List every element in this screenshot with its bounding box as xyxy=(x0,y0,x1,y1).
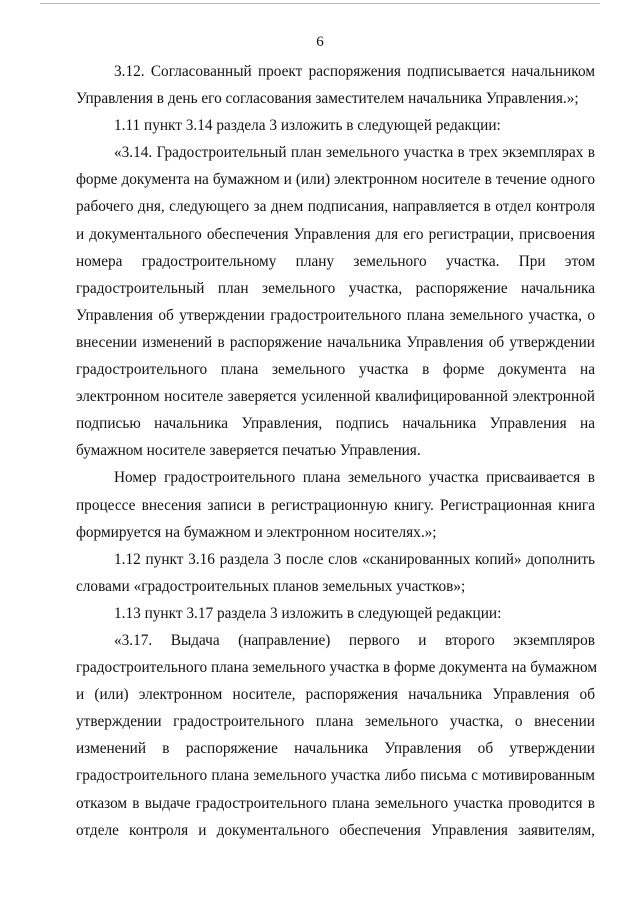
text-line: 1.12 пункт 3.16 раздела 3 после слов «сканированных копий» дополнить xyxy=(114,550,595,568)
text-line: процессе внесения записи в регистрационную книгу. Регистрационная книга xyxy=(76,496,595,514)
text-line: изменений в распоряжение начальника Управления об утверждении xyxy=(76,740,595,758)
text-line: «3.17. Выдача (направление) первого и второго экземпляров xyxy=(114,631,595,649)
text-line: форме документа на бумажном и (или) электронном носителе в течение одного xyxy=(76,171,595,189)
document-paragraph xyxy=(76,627,598,844)
text-line: 1.11 пункт 3.14 раздела 3 изложить в следующей редакции: xyxy=(114,117,501,135)
document-paragraph xyxy=(76,112,595,139)
text-line: Номер градостроительного плана земельного участка присваивается в xyxy=(114,469,595,487)
text-line: внесении изменений в распоряжение начальника Управления об утверждении xyxy=(76,333,595,351)
text-line: электронном носителе заверяется усиленной квалифицированной электронной xyxy=(76,388,595,406)
text-line: 1.13 пункт 3.17 раздела 3 изложить в следующей редакции: xyxy=(114,604,502,622)
text-line: подписью начальника Управления, подпись начальника Управления на xyxy=(76,415,595,433)
text-line: бумажном носителе заверяется печатью Управления. xyxy=(76,442,421,460)
text-line: 3.12. Согласованный проект распоряжения подписывается начальником xyxy=(114,63,595,80)
text-line: отделе контроля и документального обеспечения Управления заявителям, xyxy=(76,821,595,839)
text-line: и документального обеспечения Управления для его регистрации, присвоения xyxy=(76,225,595,243)
document-paragraph xyxy=(76,139,595,464)
text-line: и (или) электронном носителе, распоряжения начальника Управления об xyxy=(76,686,595,704)
text-line: градостроительного плана земельного участка в форме документа на xyxy=(76,361,595,379)
text-line: Управления об утверждении градостроительного плана земельного участка, о xyxy=(76,306,595,324)
text-line: «3.14. Градостроительный план земельного участка в трех экземплярах в xyxy=(114,144,595,162)
scan-edge-line xyxy=(40,3,600,4)
text-line: Управления в день его согласования заместителем начальника Управления.»; xyxy=(76,90,579,108)
text-line: градостроительный план земельного участка, распоряжение начальника xyxy=(76,279,595,297)
text-line: утверждении градостроительного плана земельного участка, о внесении xyxy=(76,713,595,731)
document-paragraph xyxy=(76,58,595,112)
document-body xyxy=(76,58,598,844)
page-number: 6 xyxy=(316,34,324,50)
text-line: градостроительного плана земельного участка либо письма с мотивированным xyxy=(76,767,595,785)
text-line: номера градостроительному плану земельного участка. При этом xyxy=(76,252,595,270)
document-paragraph xyxy=(76,600,595,627)
text-line: формируется на бумажном и электронном носителях.»; xyxy=(76,523,437,541)
document-paragraph xyxy=(76,464,595,545)
text-line: рабочего дня, следующего за днем подписания, направляется в отдел контроля xyxy=(76,198,595,216)
text-line: градостроительного плана земельного участка в форме документа на бумажном xyxy=(76,659,598,677)
text-line: отказом в выдаче градостроительного плана земельного участка проводится в xyxy=(76,794,595,812)
document-paragraph xyxy=(76,546,595,600)
text-line: словами «градостроительных планов земельных участков»; xyxy=(76,577,466,595)
